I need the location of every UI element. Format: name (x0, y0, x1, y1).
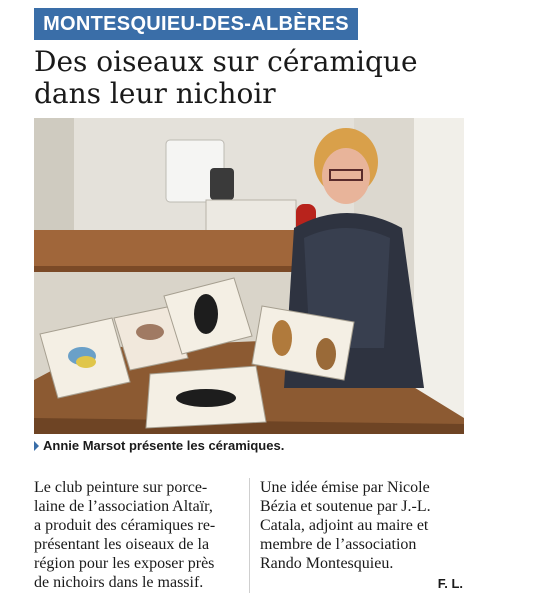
article-photo (34, 118, 464, 434)
col2-line: Bézia et soutenue par J.-L. (260, 498, 431, 515)
col2-line: Catala, adjoint au maire et (260, 517, 429, 534)
col1-line: laine de l’association Altaïr, (34, 498, 213, 515)
author-signature: F. L. (437, 576, 463, 591)
col2-line: membre de l’association (260, 536, 417, 553)
col2-line: Une idée émise par Nicole (260, 479, 430, 496)
col2-line: Rando Montesquieu. (260, 555, 394, 572)
section-kicker: MONTESQUIEU-DES-ALBÈRES (34, 8, 358, 40)
col1-line: de nichoirs dans le massif. (34, 574, 204, 591)
column-2 (260, 478, 472, 573)
headline-line-1: Des oiseaux sur céramique (34, 45, 418, 78)
ceramic-tile-blackbird-flat (146, 366, 266, 428)
col1-line: région pour les exposer près (34, 555, 215, 572)
col1-line: présentant les oiseaux de la (34, 536, 210, 553)
photo-illustration (34, 118, 464, 434)
caption-marker-icon (34, 441, 39, 451)
col1-line: Le club peinture sur porce- (34, 479, 208, 496)
headline (34, 46, 504, 110)
headline-line-2: dans leur nichoir (34, 77, 276, 110)
photo-caption (34, 438, 474, 454)
column-1 (34, 478, 246, 592)
column-divider (249, 478, 250, 593)
col1-line: a produit des céramiques re- (34, 517, 216, 534)
caption-text: Annie Marsot présente les céramiques. (43, 438, 285, 453)
